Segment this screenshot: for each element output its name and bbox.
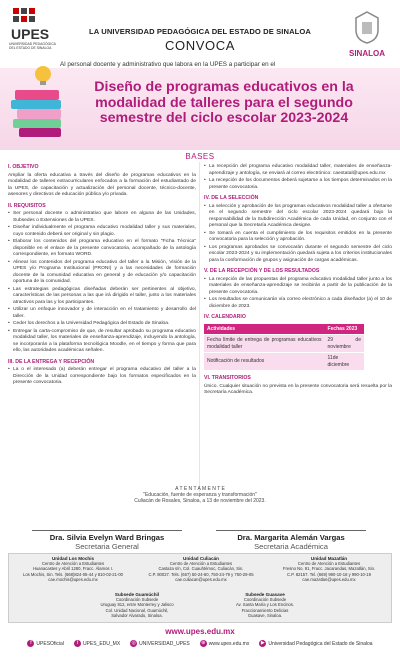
table-header-fechas: Fechas 2023 bbox=[325, 324, 364, 335]
signer-role: Secretaria Académica bbox=[254, 542, 328, 551]
social-youtube[interactable] bbox=[259, 640, 372, 647]
section-seleccion-title: IV. DE LA SELECCIÓN bbox=[204, 195, 259, 201]
social-twitter[interactable] bbox=[74, 640, 120, 647]
office-name: Subsede Guasave bbox=[245, 592, 285, 597]
social-label: www.upes.edu.mx bbox=[208, 640, 250, 647]
books-lightbulb-illustration bbox=[5, 62, 75, 142]
offices-box bbox=[8, 553, 392, 623]
list-item: • Diseñar individualmente el programa educativo modalidad taller y sus materiales, cuyo contenido deberá ser original y sin plagio. bbox=[8, 225, 196, 238]
table-row bbox=[204, 353, 364, 371]
social-label: UNIVERSIDAD_UPES bbox=[139, 640, 190, 647]
place-date: Culiacán de Rosales, Sinaloa, a 13 de noviembre del 2023. bbox=[134, 498, 266, 504]
office-culiacan bbox=[139, 556, 263, 582]
bases-heading: BASES bbox=[185, 152, 215, 161]
office-line: Centro de Atención a Estudiantes bbox=[41, 561, 105, 567]
web-icon: ⊕ bbox=[201, 640, 206, 646]
seleccion-list bbox=[204, 204, 392, 265]
header-title: LA UNIVERSIDAD PEDAGÓGICA DEL ESTADO DE SINALOA bbox=[89, 27, 311, 36]
office-email[interactable]: cae.mochis@upes.edu.mx bbox=[48, 576, 98, 582]
section-objetivo-title: I. OBJETIVO bbox=[8, 164, 39, 170]
signer-role: Secretaria General bbox=[75, 542, 139, 551]
list-item: • Entregar la carta-compromiso de que, de resultar aprobado su programa educativo modalidad taller, los materiales de enseñanza-aprendizaje, incluyendo la antología, se incorporarán a la plataforma tecnológica Moodle, en el tiempo y forma que para ello, las autoridades académicas señalen. bbox=[8, 329, 196, 355]
section-transitorios-title: VI. TRANSITORIOS bbox=[204, 375, 251, 381]
table-cell: 11de diciembre bbox=[325, 353, 364, 371]
youtube-icon: ▶ bbox=[260, 640, 265, 646]
social-label: Universidad Pedagógica del Estado de Sinaloa bbox=[268, 640, 373, 647]
office-name: Unidad Culiacán bbox=[183, 556, 219, 561]
list-item: • Se tomará en cuenta el cumplimiento de los requisitos emitidos en la presente convocatoria para la selección y aprobación. bbox=[204, 231, 392, 244]
social-facebook[interactable] bbox=[27, 640, 64, 647]
resultados-list bbox=[204, 277, 392, 311]
table-cell: Fecha límite de entrega de programas educativos modalidad taller bbox=[204, 335, 325, 353]
office-name: Subsede Guamúchil bbox=[114, 592, 160, 597]
office-line: C.P. 82157. Tel. (669) 990-10-18 y 990-10-19 bbox=[287, 571, 371, 577]
list-item: • Elaborar los contenidos del programa educativo en el formato "Ficha Técnica" disponible en el enlace de la presente convocatoria, acompañado de la antología correspondiente, en formato WORD. bbox=[8, 239, 196, 259]
section-requisitos-title: II. REQUISITOS bbox=[8, 202, 46, 209]
list-item: • Ceder los derechos a la Universidad Pedagógica del Estado de Sinaloa. bbox=[8, 321, 196, 328]
office-line: Col. Unidad Nacional, Guamúchil, bbox=[105, 607, 169, 613]
office-name: Unidad Mazatlán bbox=[310, 556, 348, 561]
closing-block bbox=[0, 486, 400, 504]
sinaloa-logo-text: SINALOA bbox=[349, 49, 385, 58]
signer-name: Dra. Margarita Alemán Vargas bbox=[237, 533, 345, 542]
office-line: Coordinación Subsede bbox=[115, 597, 159, 603]
office-line: Castaza s/n, Col. Cuauhtémoc, Culiacán, Sin. bbox=[158, 566, 244, 572]
column-divider bbox=[199, 162, 200, 492]
social-label: UPES_EDU_MX bbox=[82, 640, 121, 647]
list-item: • Las estrategias pedagógicas diseñadas deberán ser pertinentes al objetivo, características de las personas a las que irá dirigido el taller, junto a los materiales atractivos para las y los participantes. bbox=[8, 287, 196, 307]
office-line: Salvador Alvarado, Sinaloa. bbox=[111, 612, 163, 618]
office-line: Huanacastes y Abril 1280, Fracc. Álamos I. bbox=[32, 566, 114, 572]
office-line: Coordinación Subsede bbox=[243, 597, 287, 603]
calendar-table bbox=[204, 324, 364, 372]
signature-line bbox=[216, 530, 366, 531]
list-item: • La selección y aprobación de los programas educativos modalidad taller a ofertarse en el segundo semestre del ciclo escolar 2023-2024 quedará bajo la responsabilidad de la Subdirección Académica de cada Unidad, en conjunto con el personal que la Secretaría Académica designe. bbox=[204, 204, 392, 230]
list-item: • Ser personal docente o administrativo que labore en alguna de las Unidades, Subsedes o Extensiones de la UPES. bbox=[8, 211, 196, 224]
signature-line bbox=[32, 530, 182, 531]
office-line: Fresno No. 91, Fracc. Jacarandas, Mazatlán, Sin. bbox=[282, 566, 376, 572]
signer-name: Dra. Silvia Evelyn Ward Bringas bbox=[49, 533, 165, 542]
section-entrega-title: III. DE LA ENTREGA Y RECEPCIÓN bbox=[8, 358, 95, 365]
office-line: C.P. 80027. Tels. (667) 50-24-60, 750-24-79 y 750-29-05 bbox=[148, 571, 254, 577]
office-line: Centro de Atención a Estudiantes bbox=[169, 561, 233, 567]
instagram-icon: ◎ bbox=[131, 640, 136, 646]
upes-logo-text: UPES bbox=[11, 26, 50, 42]
upes-logo-sub: UNIVERSIDAD PEDAGÓGICA DEL ESTADO DE SINALOA bbox=[9, 42, 56, 50]
section-objetivo-text: Ampliar la oferta educativa a través del diseño de programas educativos en la modalidad de talleres extracurriculares enfocados a la formación del estudiantado de la UPES, de capacitación y actualización del personal docente, técnico-docente, asesores y directivos de educación pública y/o privada. bbox=[8, 172, 196, 197]
list-item: • La recepción de las propuestas del programa educativo modalidad taller junto a los materiales de enseñanza-aprendizaje se recibirán a partir de la publicación de la presente convocatoria. bbox=[204, 277, 392, 297]
hero-title: Diseño de programas educativos en la modalidad de talleres para el segundo semestre del ciclo escolar 2023-2024 bbox=[94, 79, 354, 126]
left-column bbox=[8, 160, 196, 388]
social-bar bbox=[0, 640, 400, 647]
table-cell: Notificación de resultados bbox=[204, 353, 325, 371]
list-item: • Los resultados se comunicarán vía correo electrónico a cada diseñador (a) el 10 de diciembre de 2023. bbox=[204, 297, 392, 310]
office-name: Unidad Los Mochis bbox=[51, 556, 95, 561]
section-resultados-title: V. DE LA RECEPCIÓN Y DE LOS RESULTADOS bbox=[204, 268, 320, 274]
entrega-list bbox=[8, 367, 196, 387]
signature-left bbox=[22, 530, 192, 551]
table-row bbox=[204, 335, 364, 353]
right-column bbox=[204, 164, 392, 398]
table-header-actividades: Actividades bbox=[204, 324, 325, 335]
list-item: • La o el interesado (a) deberán entregar el programa educativo del taller a la Dirección de la Unidad correspondiente bajo los formatos especificados en la presente convocatoria. bbox=[8, 367, 196, 387]
section-calendario-title: IV. CALENDARIO bbox=[204, 314, 246, 320]
office-line: Los Mochis, Sin. Tels. (668)824-05-44 y 810-02-21-00 bbox=[22, 571, 123, 577]
website-link[interactable]: www.upes.edu.mx bbox=[165, 627, 235, 636]
list-item: • Utilizar un enfoque innovador y de interacción en el tratamiento y desarrollo del taller. bbox=[8, 307, 196, 320]
list-item: • La recepción de los documentos deberá sujetarse a los tiempos determinados en la presente convocatoria. bbox=[204, 178, 392, 191]
recepcion-list bbox=[204, 164, 392, 191]
office-line: Uruguay 812, entre Monterrey y Jalisco bbox=[100, 602, 174, 608]
social-web[interactable] bbox=[200, 640, 250, 647]
twitter-icon: t bbox=[74, 640, 81, 647]
office-guasave bbox=[203, 592, 327, 618]
list-item: • Los programas aprobados se convocarán durante el segundo semestre del ciclo escolar 2023-2024 y su implementación quedará sujeta a los criterios institucionales para la conformación de grupos y asignación de cargas académicas. bbox=[204, 245, 392, 265]
office-line: Centro de Atención a Estudiantes bbox=[297, 561, 361, 567]
convoca-heading: CONVOCA bbox=[165, 38, 235, 53]
office-email[interactable]: cae.culiacan@upes.edu.mx bbox=[175, 576, 227, 582]
list-item: • Alinear los contenidos del programa educativo del taller a la Misión, Visión de la UPES y/o Programa Institucional (PRONI) y a las necesidades de formación docente de la comunidad educativa en general y de educación y/o capacitación oportuna de la comunidad. bbox=[8, 260, 196, 286]
office-mazatlan bbox=[267, 556, 391, 582]
transitorios-text: Único. Cualquier situación no prevista en la presente convocatoria será resuelta por la Secretaría Académica. bbox=[204, 383, 392, 395]
facebook-icon: f bbox=[27, 640, 34, 647]
office-los-mochis bbox=[11, 556, 135, 582]
list-item: • La recepción del programa educativo modalidad taller, materiales de enseñanza-aprendizaje y antología, se enviará al correo electrónico: caestatal@upes.edu.mx bbox=[204, 164, 392, 177]
social-label: UPESOficial bbox=[36, 640, 64, 647]
lema: "Educación, fuente de esperanza y transformación" bbox=[143, 492, 257, 498]
atentamente: A T E N T A M E N T E bbox=[175, 486, 225, 492]
office-email[interactable]: cae.mazatlan@upes.edu.mx bbox=[302, 576, 356, 582]
social-instagram[interactable] bbox=[130, 640, 190, 647]
office-line: Fraccionamiento Delicias bbox=[241, 607, 289, 613]
table-cell: 29 de noviembre bbox=[325, 335, 364, 353]
signature-right bbox=[206, 530, 376, 551]
office-line: Av. Santa María y Los Encinos. bbox=[235, 602, 295, 608]
intro-text: Al personal docente y administrativo que labora en la UPES a participar en el bbox=[60, 61, 276, 68]
office-line: Guasave, Sinaloa. bbox=[247, 612, 283, 618]
office-guamuchil bbox=[75, 592, 199, 618]
requisitos-list bbox=[8, 211, 196, 355]
